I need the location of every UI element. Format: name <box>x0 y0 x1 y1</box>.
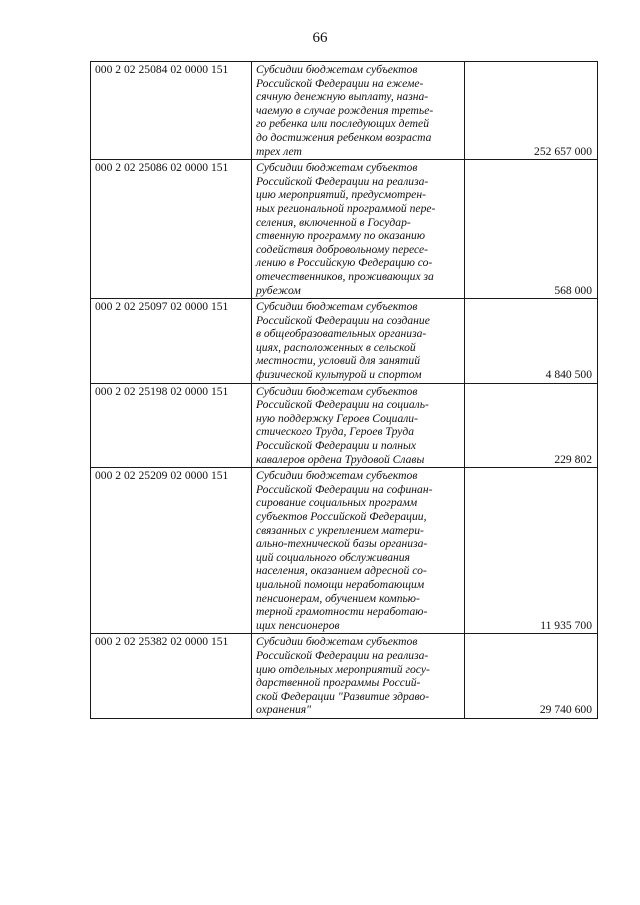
description-line: охранения" <box>256 703 312 717</box>
description-line: го ребенка или последующих детей <box>256 117 429 131</box>
description-line: цию мероприятий, предусмотрен- <box>256 188 426 202</box>
description-line: отечественников, проживающих за <box>256 269 434 283</box>
description-line: дарственной программы Россий- <box>256 676 421 690</box>
table-row <box>91 160 598 299</box>
amount-cell: 252 657 000 <box>465 62 598 160</box>
description-line: ственную программу по оказанию <box>256 229 426 243</box>
description-line: Субсидии бюджетам субъектов <box>256 300 418 314</box>
budget-code-cell: 000 2 02 25097 02 0000 151 <box>91 299 252 384</box>
description-cell <box>252 383 465 468</box>
description-line: Российской Федерации на софинан- <box>256 482 433 496</box>
description-line: ально-технической базы организа- <box>256 537 428 551</box>
description-line: щих пенсионеров <box>256 618 340 632</box>
description-line: терной грамотности неработаю- <box>256 605 428 619</box>
description-line: Российской Федерации на реализа- <box>256 648 429 662</box>
amount-cell: 4 840 500 <box>465 299 598 384</box>
description-line: циальной помощи неработающим <box>256 577 425 591</box>
description-line: связанных с укреплением матери- <box>256 523 424 537</box>
description-cell <box>252 468 465 634</box>
description-line: чаемую в случае рождения третье- <box>256 103 434 117</box>
budget-table-body <box>91 62 598 719</box>
description-line: Российской Федерации на ежеме- <box>256 76 424 90</box>
description-line: Субсидии бюджетам субъектов <box>256 469 418 483</box>
description-line: ную поддержку Героев Социали- <box>256 411 418 425</box>
description-line: лению в Российскую Федерацию со- <box>256 256 433 270</box>
description-line: циях, расположенных в сельской <box>256 340 416 354</box>
description-line: трех лет <box>256 144 302 158</box>
description-line: Российской Федерации на реализа- <box>256 174 429 188</box>
table-row <box>91 383 598 468</box>
table-row <box>91 468 598 634</box>
description-line: Субсидии бюджетам субъектов <box>256 635 418 649</box>
description-line: рубежом <box>256 283 301 297</box>
description-line: ской Федерации "Развитие здраво- <box>256 689 430 703</box>
description-line: сирование социальных программ <box>256 496 418 510</box>
description-line: селения, включенной в Государ- <box>256 215 411 229</box>
description-line: Субсидии бюджетам субъектов <box>256 63 418 76</box>
table-row <box>91 62 598 160</box>
description-line: субъектов Российской Федерации, <box>256 510 427 523</box>
amount-cell: 229 802 <box>465 383 598 468</box>
description-cell <box>252 634 465 719</box>
description-line: сячную денежную выплату, назна- <box>256 90 429 104</box>
description-line: Российской Федерации на социаль- <box>256 398 429 412</box>
table-row <box>91 634 598 719</box>
description-line: пенсионерам, обучением компью- <box>256 591 420 605</box>
budget-code-cell: 000 2 02 25382 02 0000 151 <box>91 634 252 719</box>
description-line: ций социального обслуживания <box>256 550 410 564</box>
description-cell <box>252 299 465 384</box>
description-line: Российской Федерации на создание <box>256 313 430 327</box>
amount-cell: 11 935 700 <box>465 468 598 634</box>
description-line: цию отдельных мероприятий госу- <box>256 662 430 676</box>
description-line: Субсидии бюджетам субъектов <box>256 161 418 175</box>
description-line: в общеобразовательных организа- <box>256 327 427 341</box>
budget-code-cell: 000 2 02 25198 02 0000 151 <box>91 383 252 468</box>
description-line: ных региональной программой пере- <box>256 201 436 215</box>
description-line: местности, условий для занятий <box>256 354 421 368</box>
description-line: содействия добровольному пересе- <box>256 242 429 256</box>
budget-code-cell: 000 2 02 25209 02 0000 151 <box>91 468 252 634</box>
description-line: кавалеров ордена Трудовой Славы <box>256 452 425 466</box>
amount-cell: 568 000 <box>465 160 598 299</box>
description-cell <box>252 160 465 299</box>
amount-cell: 29 740 600 <box>465 634 598 719</box>
budget-table <box>90 61 598 719</box>
description-line: Субсидии бюджетам субъектов <box>256 384 418 398</box>
page-number: 66 <box>312 30 328 46</box>
description-line: до достижения ребенком возраста <box>256 130 432 144</box>
budget-code-cell: 000 2 02 25086 02 0000 151 <box>91 160 252 299</box>
description-cell <box>252 62 465 160</box>
description-line: физической культурой и спортом <box>256 368 422 382</box>
description-line: стического Труда, Героев Труда <box>256 425 414 439</box>
table-row <box>91 299 598 384</box>
description-line: населения, оказанием адресной со- <box>256 564 427 578</box>
budget-code-cell: 000 2 02 25084 02 0000 151 <box>91 62 252 160</box>
description-line: Российской Федерации и полных <box>256 439 416 453</box>
